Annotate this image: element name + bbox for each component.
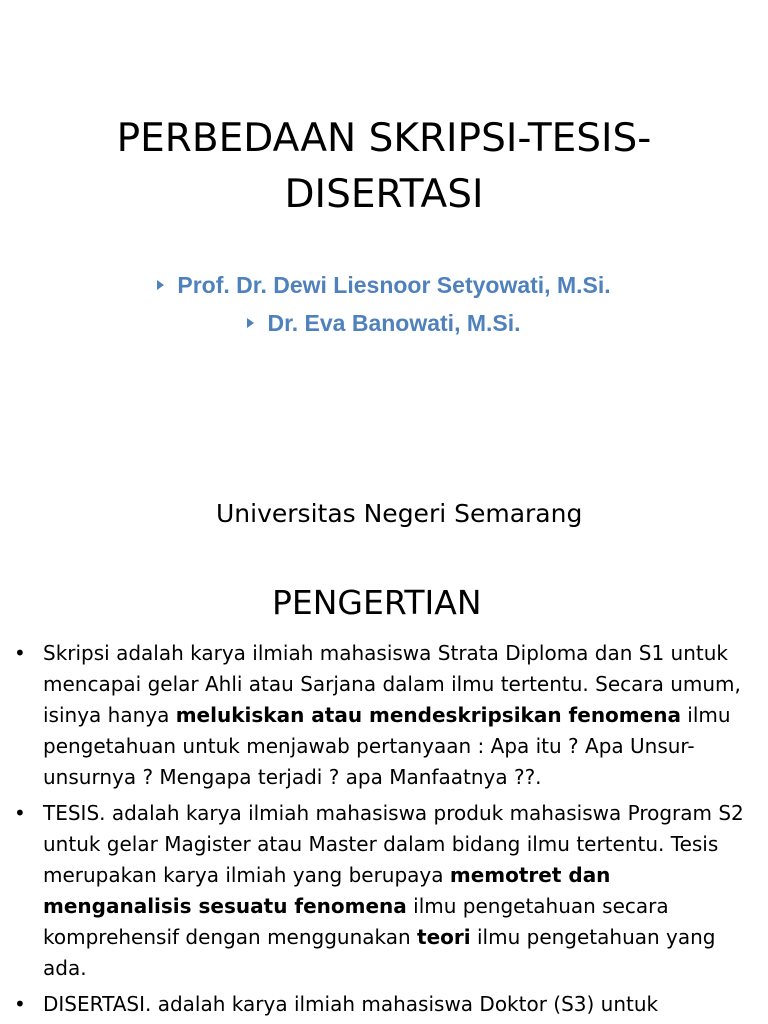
author-item [0, 266, 768, 304]
triangle-bullet-icon [157, 280, 164, 290]
bullet-text: Skripsi adalah karya ilmiah mahasiswa Strata Diploma dan S1 untuk mencapai gelar Ahli atau Sarjana dalam ilmu tertentu. Secara umum, isinya hanya [43, 641, 741, 727]
bullet-dot-icon: • [14, 801, 26, 825]
bullet-text: DISERTASI. adalah karya ilmiah mahasiswa Doktor (S3) untuk [43, 992, 659, 1016]
triangle-bullet-icon [247, 318, 254, 328]
author-item [0, 304, 768, 342]
bullet-text: TESIS. adalah karya ilmiah mahasiswa produk mahasiswa Program S2 untuk gelar Magister atau Master dalam bidang ilmu tertentu. Tesis merupakan karya ilmiah yang berupaya [43, 801, 744, 887]
author-name: Dr. Eva Banowati, M.Si. [267, 310, 521, 336]
bullet-emphasis: teori [417, 925, 471, 949]
bullet-disertasi [0, 989, 768, 1020]
bullet-emphasis: memotret dan menganalisis sesuatu fenomena [43, 863, 611, 918]
bullet-emphasis: melukiskan atau mendeskripsikan fenomena [175, 703, 681, 727]
slide-title: PERBEDAAN SKRIPSI-TESIS-DISERTASI [116, 116, 652, 217]
definition-slide [0, 576, 768, 1024]
bullet-tesis [0, 798, 768, 984]
bullet-text: ilmu pengetahuan secara komprehensif dengan menggunakan [43, 894, 669, 949]
bullet-skripsi [0, 638, 768, 793]
bullet-list [0, 638, 768, 1024]
author-list [0, 266, 768, 342]
bullet-dot-icon: • [14, 992, 26, 1016]
bullet-text: ilmu pengetahuan yang ada. [43, 925, 716, 980]
author-name: Prof. Dr. Dewi Liesnoor Setyowati, M.Si. [177, 272, 611, 298]
bullet-dot-icon: • [14, 641, 26, 665]
slide-title: PENGERTIAN [272, 583, 482, 622]
university-name: Universitas Negeri Semarang [216, 499, 583, 528]
bullet-text: ilmu pengetahuan untuk menjawab pertanyaan : Apa itu ? Apa Unsur-unsurnya ? Mengapa terjadi ? apa Manfaatnya ??. [43, 703, 731, 789]
